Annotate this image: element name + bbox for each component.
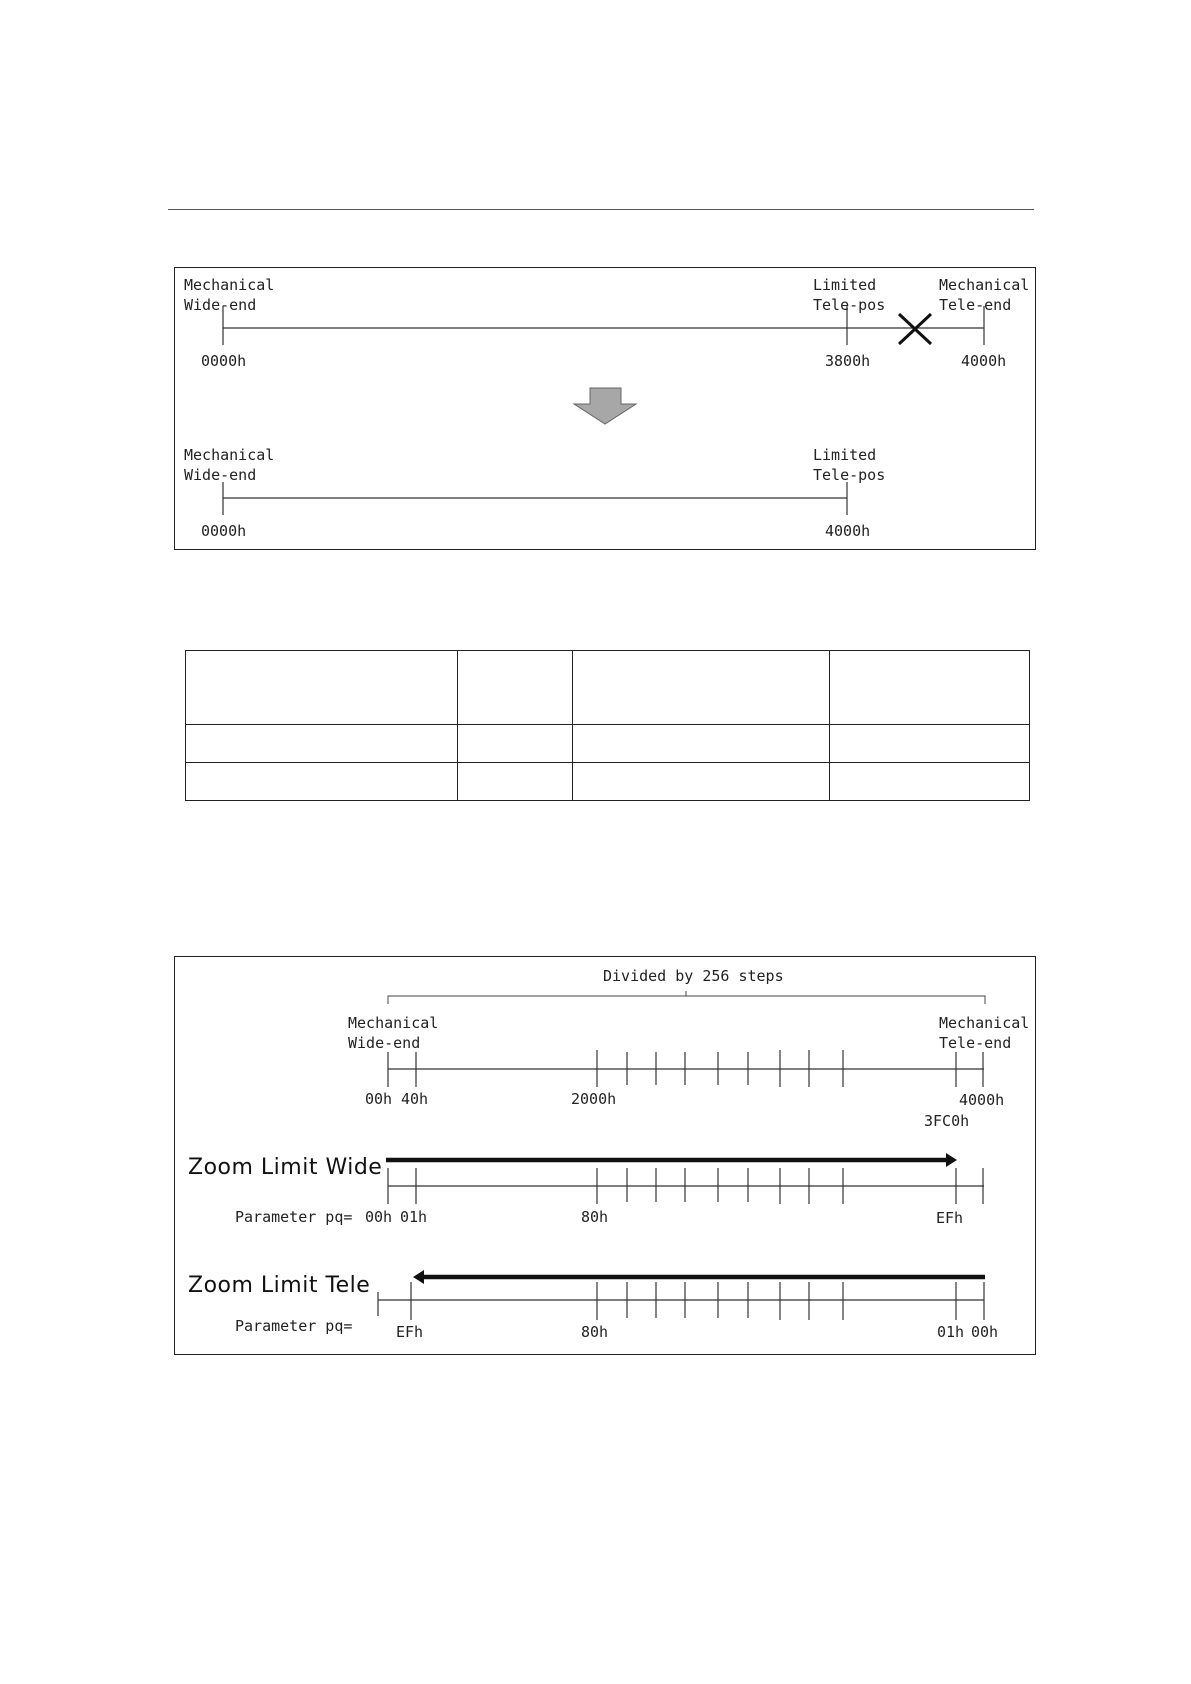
wide-end-label-1: Mechanical (348, 1014, 439, 1032)
top-mid-value: 3800h (825, 352, 871, 370)
bottom-right-label-1: Limited (813, 446, 877, 464)
bottom-left-label-1: Mechanical (184, 446, 275, 464)
wide-value-00h: 00h (365, 1208, 393, 1226)
tele-end-label-1: Mechanical (939, 1014, 1030, 1032)
tele-end-label-2: Tele-end (939, 1034, 1012, 1052)
tele-value-80h: 80h (581, 1323, 609, 1341)
bottom-right-value: 4000h (825, 522, 871, 540)
steps-title: Divided by 256 steps (603, 967, 784, 985)
tele-arrow-icon (413, 1270, 985, 1284)
top-right-value: 4000h (961, 352, 1007, 370)
scale-40h: 40h (401, 1090, 429, 1108)
scale-3fc0h: 3FC0h (924, 1112, 970, 1130)
top-left-label-1: Mechanical (184, 276, 275, 294)
tele-value-efh: EFh (396, 1323, 424, 1341)
top-mid-label-1: Limited (813, 276, 877, 294)
scale-4000h: 4000h (959, 1091, 1005, 1109)
scale-axis (388, 1050, 984, 1087)
wide-axis (388, 1168, 984, 1204)
zoom-limit-tele-title: Zoom Limit Tele (188, 1273, 371, 1298)
wide-param-label: Parameter pq= (235, 1208, 353, 1226)
wide-arrow-icon (386, 1153, 957, 1167)
tele-axis (378, 1282, 984, 1320)
wide-value-80h: 80h (581, 1208, 609, 1226)
wide-end-label-2: Wide-end (348, 1034, 421, 1052)
bottom-left-label-2: Wide-end (184, 466, 257, 484)
bottom-left-value: 0000h (201, 522, 247, 540)
steps-brace (388, 991, 985, 1004)
tele-param-label: Parameter pq= (235, 1317, 353, 1335)
wide-value-efh: EFh (936, 1209, 964, 1227)
zoom-limit-wide-title: Zoom Limit Wide (188, 1155, 383, 1180)
top-right-label-2: Tele-end (939, 296, 1012, 314)
top-left-label-2: Wide-end (184, 296, 257, 314)
top-right-label-1: Mechanical (939, 276, 1030, 294)
scale-00h: 00h (365, 1090, 393, 1108)
scale-2000h: 2000h (571, 1090, 617, 1108)
tele-value-01h: 01h (937, 1323, 965, 1341)
top-mid-label-2: Tele-pos (813, 296, 886, 314)
top-left-value: 0000h (201, 352, 247, 370)
wide-value-01h: 01h (400, 1208, 428, 1226)
bottom-right-label-2: Tele-pos (813, 466, 886, 484)
tele-value-00h: 00h (971, 1323, 999, 1341)
